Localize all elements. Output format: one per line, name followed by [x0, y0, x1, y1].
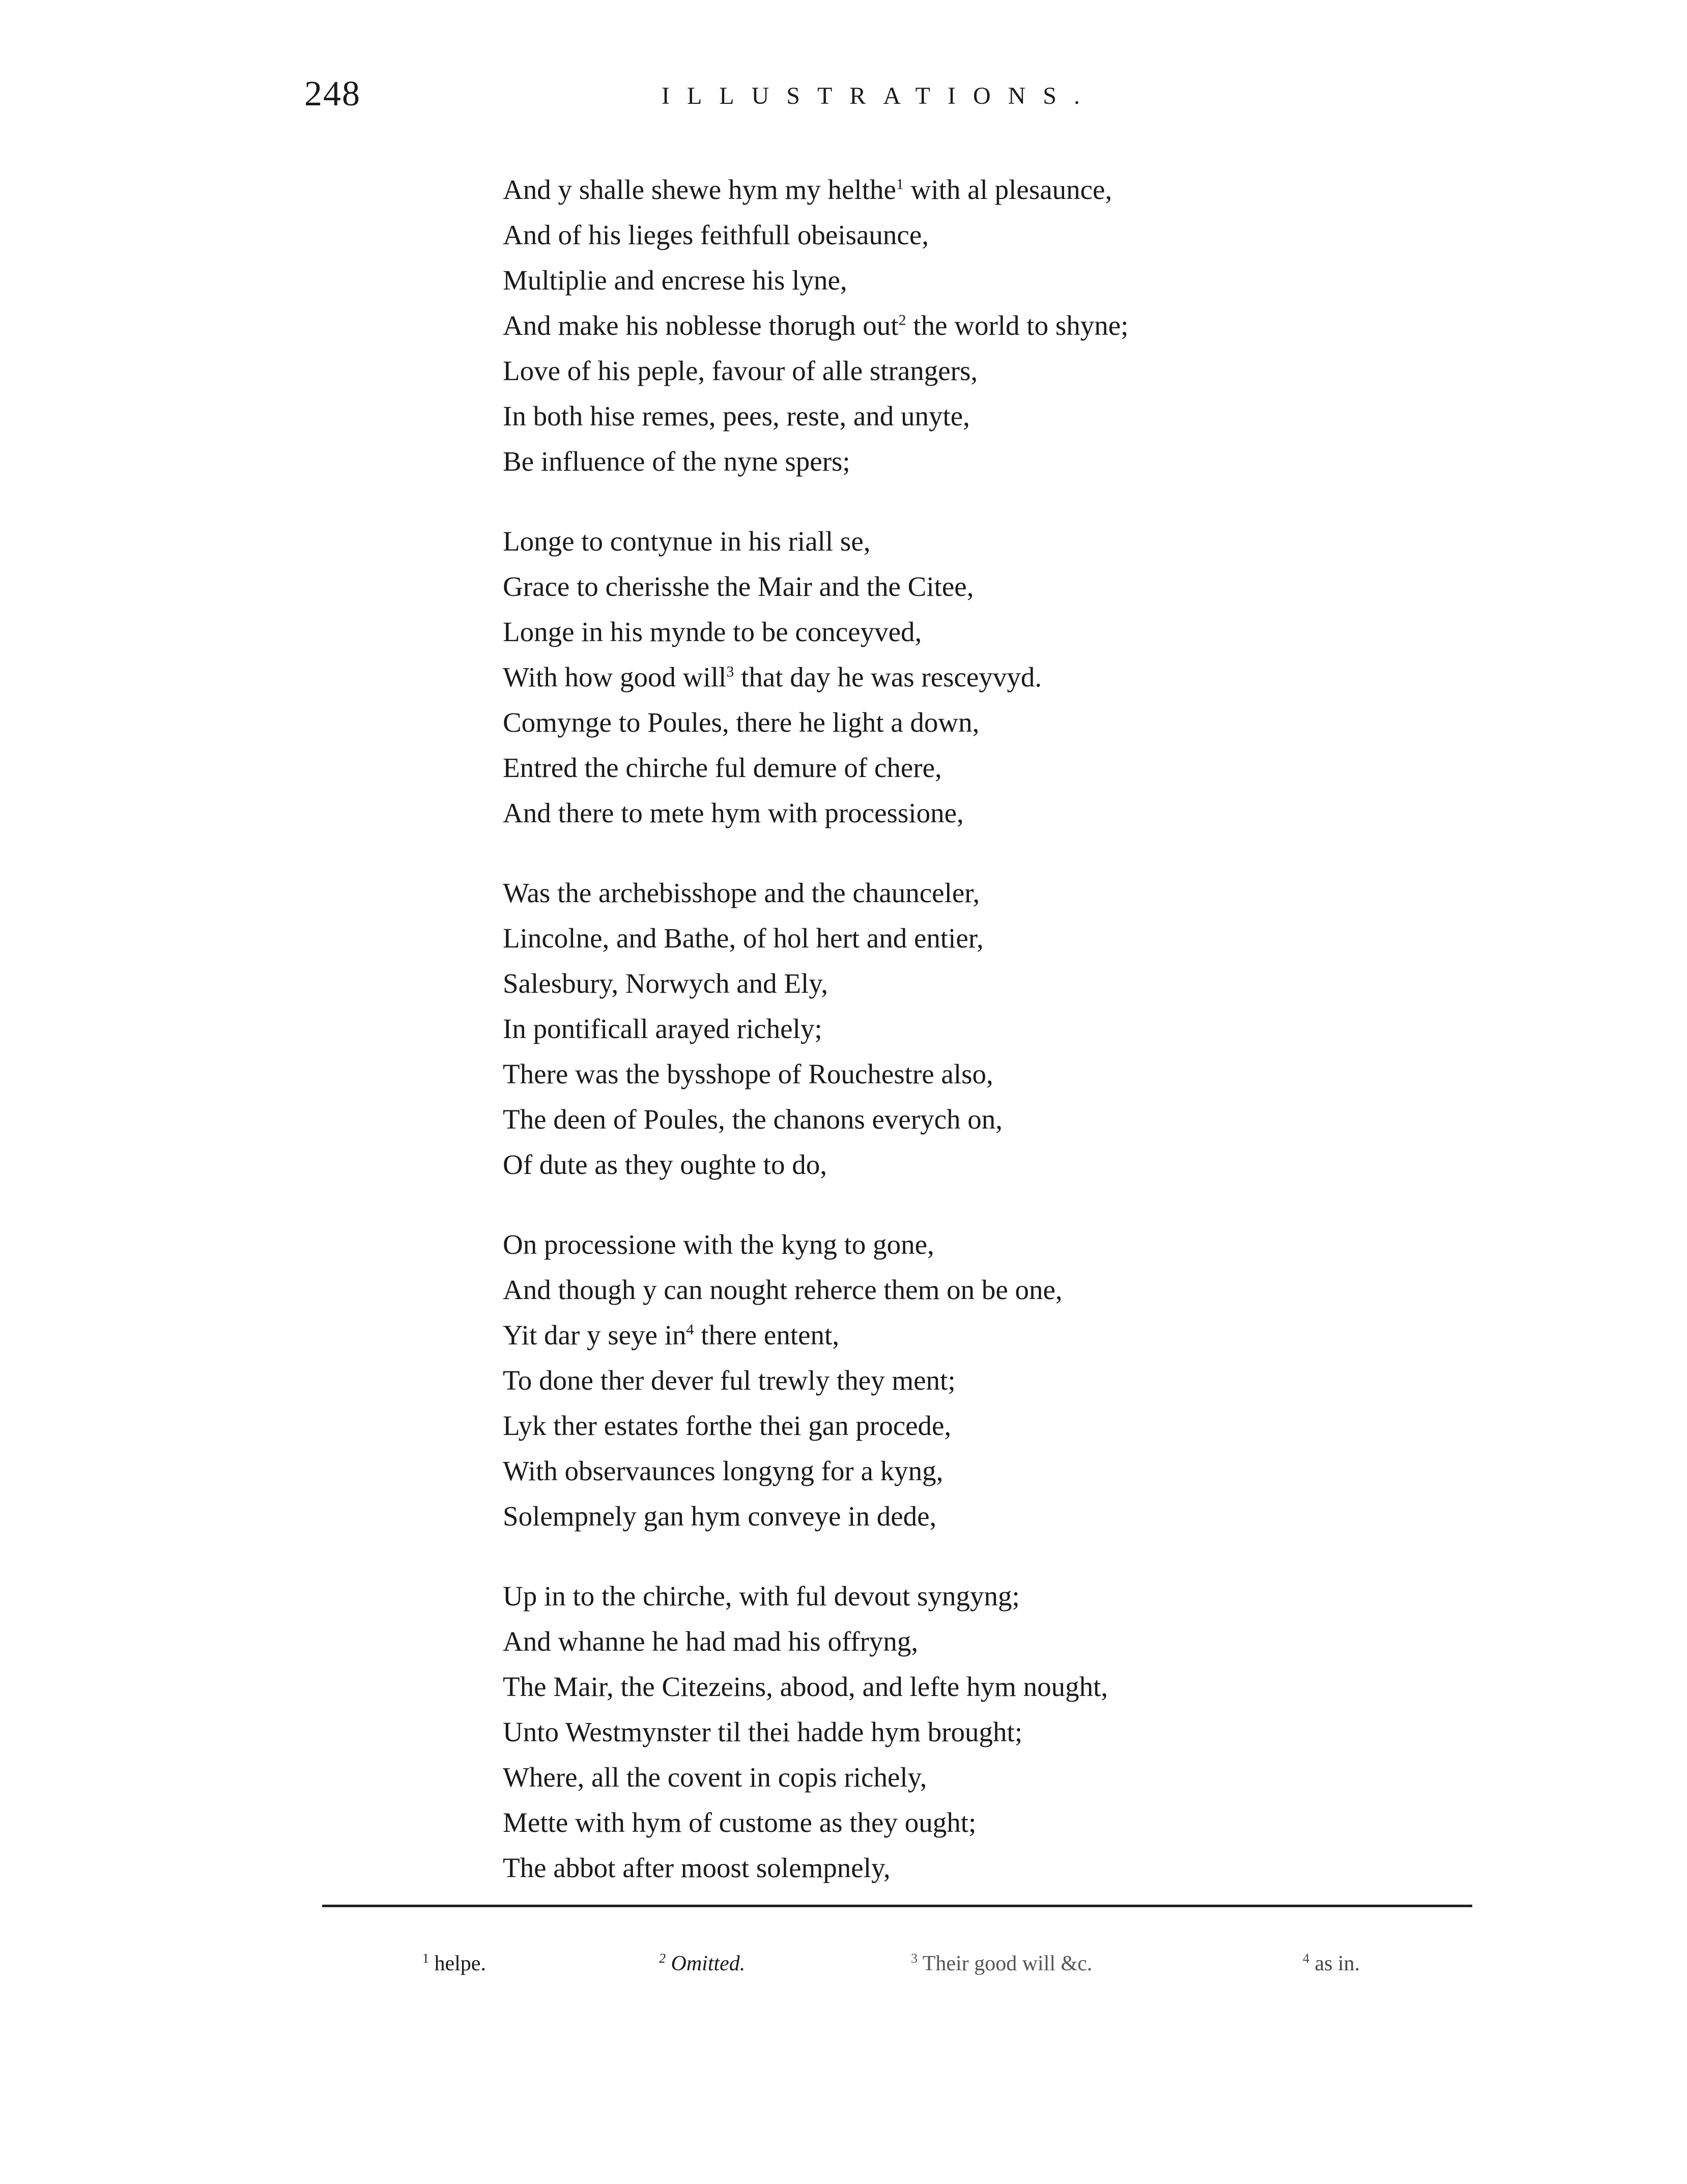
verse-line: And there to mete hym with processione, — [503, 797, 964, 828]
verse-line: Love of his peple, favour of alle strangers, — [503, 355, 978, 386]
footnote-ref: 1 — [896, 176, 904, 193]
footnote: $^1$ helpe. — [422, 1951, 486, 1975]
stanza — [503, 1573, 1571, 1890]
verse-line: Longe to contynue in his riall se, — [503, 526, 871, 557]
footnote-ref: 4 — [686, 1321, 694, 1338]
stanza — [503, 1222, 1571, 1539]
verse-line: In pontificall arayed richely; — [503, 1013, 822, 1044]
verse-line: The abbot after moost solempnely, — [503, 1852, 891, 1883]
verse-line: And whanne he had mad his offryng, — [503, 1626, 919, 1657]
verse-line: The deen of Poules, the chanons everych on, — [503, 1104, 1003, 1135]
footnote-divider — [322, 1905, 1472, 1907]
verse-line: To done ther dever ful trewly they ment; — [503, 1365, 956, 1396]
verse-line: Was the archebisshope and the chaunceler, — [503, 877, 980, 908]
footnote: $^3$ Their good will &c. — [911, 1951, 1093, 1975]
verse-line: Salesbury, Norwych and Ely, — [503, 968, 828, 999]
verse-line: And make his noblesse thorugh out$^2$ the world to shyne; — [503, 310, 1129, 341]
footnote-ref: 2 — [898, 311, 906, 329]
poem-body — [503, 167, 1571, 1925]
verse-line: Unto Westmynster til thei hadde hym brought; — [503, 1716, 1023, 1747]
running-head: ILLUSTRATIONS. — [662, 82, 1097, 109]
verse-line: On processione with the kyng to gone, — [503, 1229, 934, 1260]
verse-line: Entred the chirche ful demure of chere, — [503, 752, 942, 783]
verse-line: With how good will$^3$ that day he was resceyvyd. — [503, 662, 1042, 693]
page-number: 248 — [304, 74, 361, 113]
verse-line: Grace to cherisshe the Mair and the Citee, — [503, 571, 974, 602]
verse-line: And of his lieges feithfull obeisaunce, — [503, 219, 929, 250]
verse-line: Yit dar y seye $in^4$ there entent, — [503, 1319, 840, 1350]
verse-line: Lyk ther estates forthe thei gan procede, — [503, 1410, 952, 1441]
footnotes — [0, 1951, 1687, 1987]
footnote-ref: 3 — [726, 663, 734, 680]
verse-line: Up in to the chirche, with ful devout syngyng; — [503, 1580, 1020, 1612]
verse-line: Lincolne, and Bathe, of hol hert and entier, — [503, 923, 984, 954]
verse-line: Of dute as they oughte to do, — [503, 1149, 827, 1180]
stanza — [503, 519, 1571, 836]
verse-line: With observaunces longyng for a kyng, — [503, 1455, 943, 1486]
stanza — [503, 167, 1571, 484]
verse-line: Comynge to Poules, there he light a down, — [503, 707, 980, 738]
verse-line: In both hise remes, pees, reste, and unyte, — [503, 400, 970, 432]
verse-line: There was the bysshope of Rouchestre also, — [503, 1058, 993, 1089]
verse-line: And though y can nought reherce them on be one, — [503, 1274, 1063, 1305]
verse-line: Longe in his mynde to be conceyved, — [503, 616, 922, 647]
verse-line: Solempnely gan hym conveye in dede, — [503, 1501, 937, 1532]
stanza — [503, 870, 1571, 1187]
verse-line: And y shalle shewe hym my helthe$^1$ with al plesaunce, — [503, 174, 1112, 205]
footnote: $^4$ as in. — [1303, 1951, 1360, 1975]
footnote: $^2$ Omitted. — [659, 1951, 746, 1975]
verse-line: Be influence of the nyne spers; — [503, 446, 850, 477]
verse-line: The Mair, the Citezeins, abood, and lefte hym nought, — [503, 1671, 1108, 1702]
verse-line: Multiplie and encrese his lyne, — [503, 265, 847, 296]
verse-line: Mette with hym of custome as they ought; — [503, 1807, 977, 1838]
verse-line: Where, all the covent in copis richely, — [503, 1762, 927, 1793]
